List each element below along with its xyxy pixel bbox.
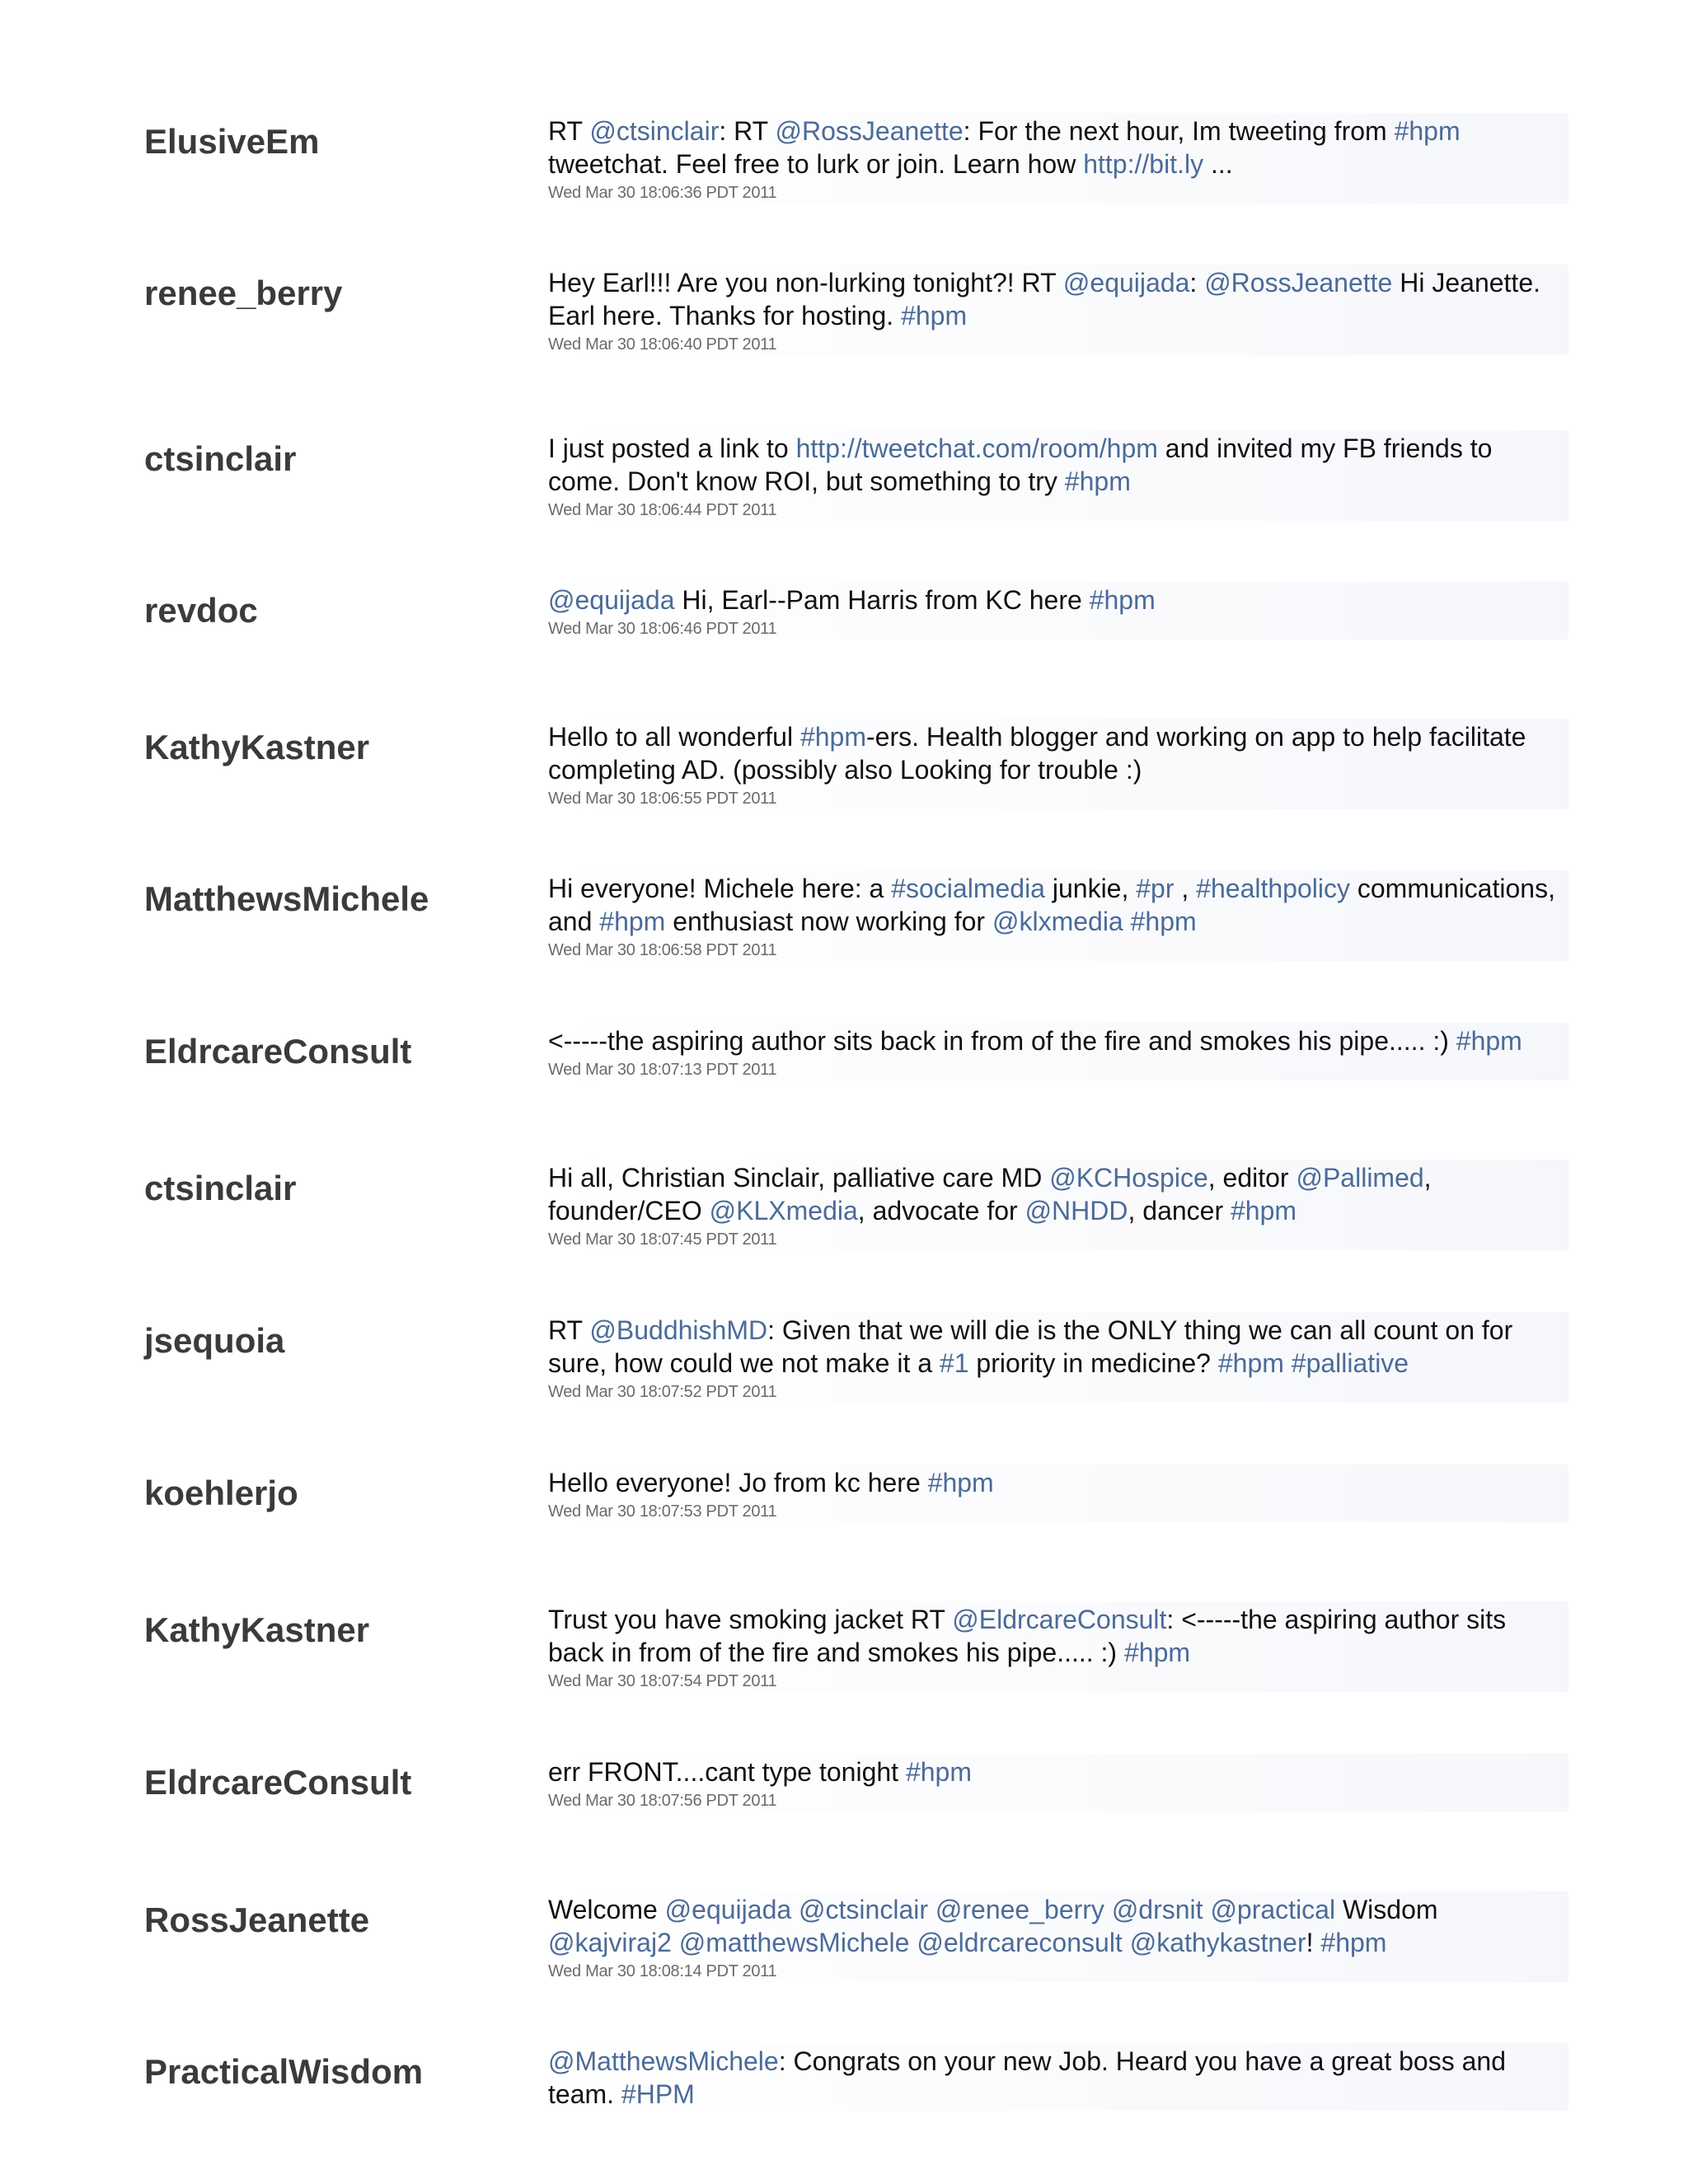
tweet-author[interactable]: jsequoia: [144, 1321, 285, 1360]
tweet-text: [548, 1603, 1562, 1669]
hashtag-link[interactable]: #healthpolicy: [1196, 874, 1350, 903]
tweet-text-segment: communications, and: [548, 874, 1555, 936]
tweet-text: [548, 1466, 1562, 1499]
tweet-content: [548, 265, 1568, 355]
tweet-text-segment: -ers. Health blogger and working on app to help facilitate completing AD. (possibly also Looking for trouble :): [548, 722, 1526, 785]
tweet-link[interactable]: http://bit.ly: [1083, 149, 1204, 179]
tweet-text-segment: Hey Earl!!! Are you non-lurking tonight?! RT: [548, 268, 1063, 298]
mention-link[interactable]: @klxmedia: [992, 907, 1123, 936]
tweet-text-segment: Hi everyone! Michele here: a: [548, 874, 892, 903]
tweet-text-segment: Wisdom: [1335, 1895, 1438, 1924]
tweet-text: [548, 432, 1562, 498]
tweet-text-segment: : <-----the aspiring author sits back in from of the fire and smokes his pipe..... :): [548, 1605, 1507, 1667]
mention-link[interactable]: @EldrcareConsult: [952, 1605, 1167, 1634]
tweet-timestamp: Wed Mar 30 18:06:46 PDT 2011: [548, 620, 777, 638]
tweet-text-segment: , founder/CEO: [548, 1163, 1432, 1226]
tweet-text: [548, 872, 1562, 938]
tweet-content: [548, 2043, 1568, 2111]
mention-link[interactable]: @MatthewsMichele: [548, 2046, 779, 2076]
tweet-text: [548, 1024, 1562, 1057]
tweet-timestamp: Wed Mar 30 18:07:45 PDT 2011: [548, 1230, 777, 1249]
hashtag-link[interactable]: #hpm: [1231, 1196, 1297, 1226]
tweet-author[interactable]: PracticalWisdom: [144, 2052, 424, 2091]
tweet-text-segment: I just posted a link to: [548, 434, 796, 463]
hashtag-link[interactable]: #hpm: [905, 1757, 972, 1787]
hashtag-link[interactable]: #pr: [1136, 874, 1175, 903]
mention-link[interactable]: @matthewsMichele: [678, 1928, 910, 1957]
tweet-timestamp: Wed Mar 30 18:06:36 PDT 2011: [548, 184, 777, 202]
tweet-text-segment: : Given that we will die is the ONLY thing we can all count on for sure, how could we not make it a: [548, 1315, 1513, 1378]
tweet-text-segment: [909, 1928, 917, 1957]
tweet-text-segment: , editor: [1207, 1163, 1296, 1193]
tweet-content: [548, 113, 1568, 204]
tweet-content: [548, 870, 1568, 961]
mention-link[interactable]: @equijada: [1062, 268, 1190, 298]
tweet-author[interactable]: MatthewsMichele: [144, 879, 429, 918]
tweet-text-segment: <-----the aspiring author sits back in from of the fire and smokes his pipe..... :): [548, 1026, 1456, 1056]
tweet-text-segment: [1104, 1895, 1112, 1924]
tweet-author[interactable]: revdoc: [144, 591, 258, 630]
tweet-author[interactable]: ctsinclair: [144, 439, 297, 478]
tweet-text: [548, 1893, 1562, 1959]
tweet-author[interactable]: koehlerjo: [144, 1474, 298, 1512]
tweet-content: [548, 1754, 1568, 1811]
mention-link[interactable]: @equijada: [664, 1895, 792, 1924]
mention-link[interactable]: @eldrcareconsult: [917, 1928, 1123, 1957]
tweet-content: [548, 1465, 1568, 1522]
tweet-text-segment: : Congrats on your new Job. Heard you have a great boss and team.: [548, 2046, 1506, 2109]
tweet-text-segment: Hi all, Christian Sinclair, palliative care MD: [548, 1163, 1050, 1193]
tweet-content: [548, 582, 1568, 640]
mention-link[interactable]: @RossJeanette: [1204, 268, 1393, 298]
tweet-text-segment: [1123, 1928, 1130, 1957]
tweet-timestamp: Wed Mar 30 18:07:56 PDT 2011: [548, 1792, 777, 1810]
tweet-text-segment: [928, 1895, 935, 1924]
tweet-text: [548, 1755, 1562, 1788]
tweet-text-segment: priority in medicine?: [968, 1348, 1218, 1378]
mention-link[interactable]: @KLXmedia: [709, 1196, 858, 1226]
tweet-content: [548, 1160, 1568, 1250]
tweet-text-segment: , advocate for: [857, 1196, 1025, 1226]
tweet-timestamp: Wed Mar 30 18:07:52 PDT 2011: [548, 1383, 777, 1401]
mention-link[interactable]: @renee_berry: [935, 1895, 1104, 1924]
tweet-author[interactable]: KathyKastner: [144, 728, 370, 766]
tweet-link[interactable]: http://tweetchat.com/room/hpm: [795, 434, 1158, 463]
tweet-text-segment: Hello to all wonderful: [548, 722, 800, 752]
hashtag-link[interactable]: #hpm: [1130, 907, 1197, 936]
tweet-text-segment: Hello everyone! Jo from kc here: [548, 1468, 928, 1497]
mention-link[interactable]: @Pallimed: [1296, 1163, 1424, 1193]
mention-link[interactable]: @BuddhishMD: [589, 1315, 768, 1345]
tweet-author[interactable]: KathyKastner: [144, 1610, 370, 1649]
tweet-content: [548, 430, 1568, 521]
hashtag-link[interactable]: #hpm: [1064, 466, 1131, 496]
hashtag-link[interactable]: #hpm: [1123, 1638, 1191, 1667]
hashtag-link[interactable]: #hpm: [799, 722, 866, 752]
tweet-text-segment: Welcome: [548, 1895, 665, 1924]
hashtag-link[interactable]: #1: [939, 1348, 969, 1378]
mention-link[interactable]: @RossJeanette: [775, 116, 964, 146]
tweet-text: [548, 115, 1562, 180]
mention-link[interactable]: @KCHospice: [1049, 1163, 1208, 1193]
tweet-text-segment: [1123, 907, 1131, 936]
tweet-timestamp: Wed Mar 30 18:06:40 PDT 2011: [548, 335, 777, 354]
tweet-content: [548, 719, 1568, 809]
tweet-timestamp: Wed Mar 30 18:06:55 PDT 2011: [548, 790, 777, 808]
tweet-text-segment: !: [1306, 1928, 1321, 1957]
tweet-text-segment: enthusiast now working for: [665, 907, 992, 936]
tweet-timestamp: Wed Mar 30 18:07:54 PDT 2011: [548, 1672, 777, 1690]
hashtag-link[interactable]: #hpm: [1217, 1348, 1284, 1378]
tweet-content: [548, 1601, 1568, 1692]
tweet-timestamp: Wed Mar 30 18:06:44 PDT 2011: [548, 501, 777, 519]
hashtag-link[interactable]: #hpm: [1456, 1026, 1522, 1056]
tweet-author[interactable]: ctsinclair: [144, 1169, 297, 1207]
tweet-timestamp: Wed Mar 30 18:07:53 PDT 2011: [548, 1502, 777, 1521]
tweet-text-segment: RT: [548, 116, 590, 146]
tweet-author[interactable]: ElusiveEm: [144, 122, 320, 161]
tweet-timestamp: Wed Mar 30 18:06:58 PDT 2011: [548, 941, 777, 959]
hashtag-link[interactable]: #hpm: [599, 907, 666, 936]
tweet-text-segment: ...: [1203, 149, 1233, 179]
tweet-content: [548, 1312, 1568, 1403]
tweet-text-segment: ,: [1174, 874, 1197, 903]
mention-link[interactable]: @practical: [1210, 1895, 1336, 1924]
hashtag-link[interactable]: #HPM: [621, 2079, 695, 2109]
hashtag-link[interactable]: #palliative: [1291, 1348, 1409, 1378]
tweet-text-segment: Trust you have smoking jacket RT: [548, 1605, 953, 1634]
tweet-text-segment: [672, 1928, 679, 1957]
tweet-text-segment: tweetchat. Feel free to lurk or join. Learn how: [548, 149, 1084, 179]
hashtag-link[interactable]: #hpm: [1089, 585, 1156, 615]
mention-link[interactable]: @ctsinclair: [589, 116, 720, 146]
hashtag-link[interactable]: #hpm: [927, 1468, 994, 1497]
hashtag-link[interactable]: #hpm: [1394, 116, 1461, 146]
tweet-text-segment: Hi Jeanette. Earl here. Thanks for hosting.: [548, 268, 1540, 330]
tweet-text-segment: :: [1189, 268, 1205, 298]
tweet-text: [548, 1161, 1562, 1227]
mention-link[interactable]: @ctsinclair: [799, 1895, 928, 1924]
tweet-text-segment: err FRONT....cant type tonight: [548, 1757, 906, 1787]
tweet-author[interactable]: EldrcareConsult: [144, 1763, 412, 1802]
tweet-text-segment: , dancer: [1128, 1196, 1231, 1226]
hashtag-link[interactable]: #socialmedia: [891, 874, 1045, 903]
hashtag-link[interactable]: #hpm: [901, 301, 968, 330]
tweet-author[interactable]: EldrcareConsult: [144, 1032, 412, 1071]
tweet-text-segment: : For the next hour, Im tweeting from: [963, 116, 1395, 146]
tweet-text-segment: [1284, 1348, 1292, 1378]
tweet-text: [548, 720, 1562, 786]
tweet-text-segment: junkie,: [1044, 874, 1137, 903]
tweet-content: [548, 1023, 1568, 1080]
tweet-timestamp: Wed Mar 30 18:07:13 PDT 2011: [548, 1061, 777, 1079]
hashtag-link[interactable]: #hpm: [1320, 1928, 1387, 1957]
mention-link[interactable]: @NHDD: [1025, 1196, 1128, 1226]
tweet-text-segment: : RT: [719, 116, 776, 146]
tweet-text-segment: RT: [548, 1315, 590, 1345]
tweet-text: [548, 1314, 1562, 1380]
tweet-text: [548, 266, 1562, 332]
mention-link[interactable]: @kajviraj2: [548, 1928, 672, 1957]
tweet-timestamp: Wed Mar 30 18:08:14 PDT 2011: [548, 1962, 777, 1980]
tweet-text-segment: and invited my FB friends to come. Don't know ROI, but something to try: [548, 434, 1493, 496]
mention-link[interactable]: @drsnit: [1111, 1895, 1203, 1924]
tweet-text: [548, 2045, 1562, 2111]
tweet-author[interactable]: renee_berry: [144, 274, 343, 312]
mention-link[interactable]: @equijada: [548, 585, 675, 615]
tweet-text-segment: [791, 1895, 799, 1924]
tweet-author[interactable]: RossJeanette: [144, 1900, 370, 1939]
tweet-content: [548, 1891, 1568, 1982]
tweet-text: [548, 583, 1562, 616]
tweet-text-segment: Hi, Earl--Pam Harris from KC here: [674, 585, 1090, 615]
mention-link[interactable]: @kathykastner: [1129, 1928, 1306, 1957]
